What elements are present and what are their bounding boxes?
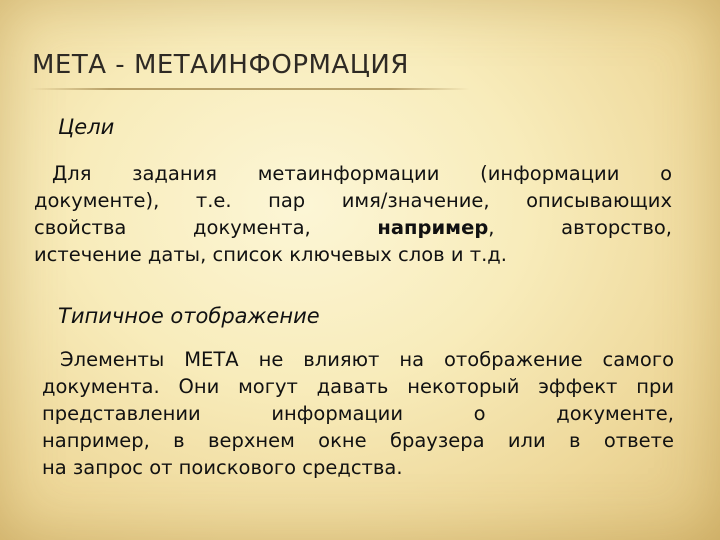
title-underline: [30, 88, 470, 90]
goals-line-2: документе), т.е. пар имя/значение, описывающих: [34, 189, 672, 212]
section-heading-display: Типичное отображение: [58, 304, 320, 328]
goals-emphasis-word: например: [377, 216, 489, 239]
slide-title: МЕТА - МЕТАИНФОРМАЦИЯ: [32, 50, 409, 80]
goals-line-3-start: свойства документа,: [34, 216, 378, 239]
goals-line-4: истечение даты, список ключевых слов и т.д.: [34, 243, 507, 266]
display-paragraph: [42, 346, 674, 481]
display-line-2: документа. Они могут давать некоторый эффект при: [42, 375, 674, 398]
display-line-5: на запрос от поискового средства.: [42, 456, 403, 479]
section-heading-goals: Цели: [58, 115, 115, 139]
display-line-1: Элементы МЕТА не влияют на отображение самого: [60, 348, 674, 371]
goals-line-1: Для задания метаинформации (информации о: [52, 162, 672, 185]
goals-line-3-end: , авторство,: [488, 216, 672, 239]
goals-line-3: [34, 214, 672, 241]
goals-paragraph: [34, 160, 672, 268]
display-line-4: например, в верхнем окне браузера или в ответе: [42, 429, 674, 452]
display-line-3: представлении информации о документе,: [42, 402, 674, 425]
